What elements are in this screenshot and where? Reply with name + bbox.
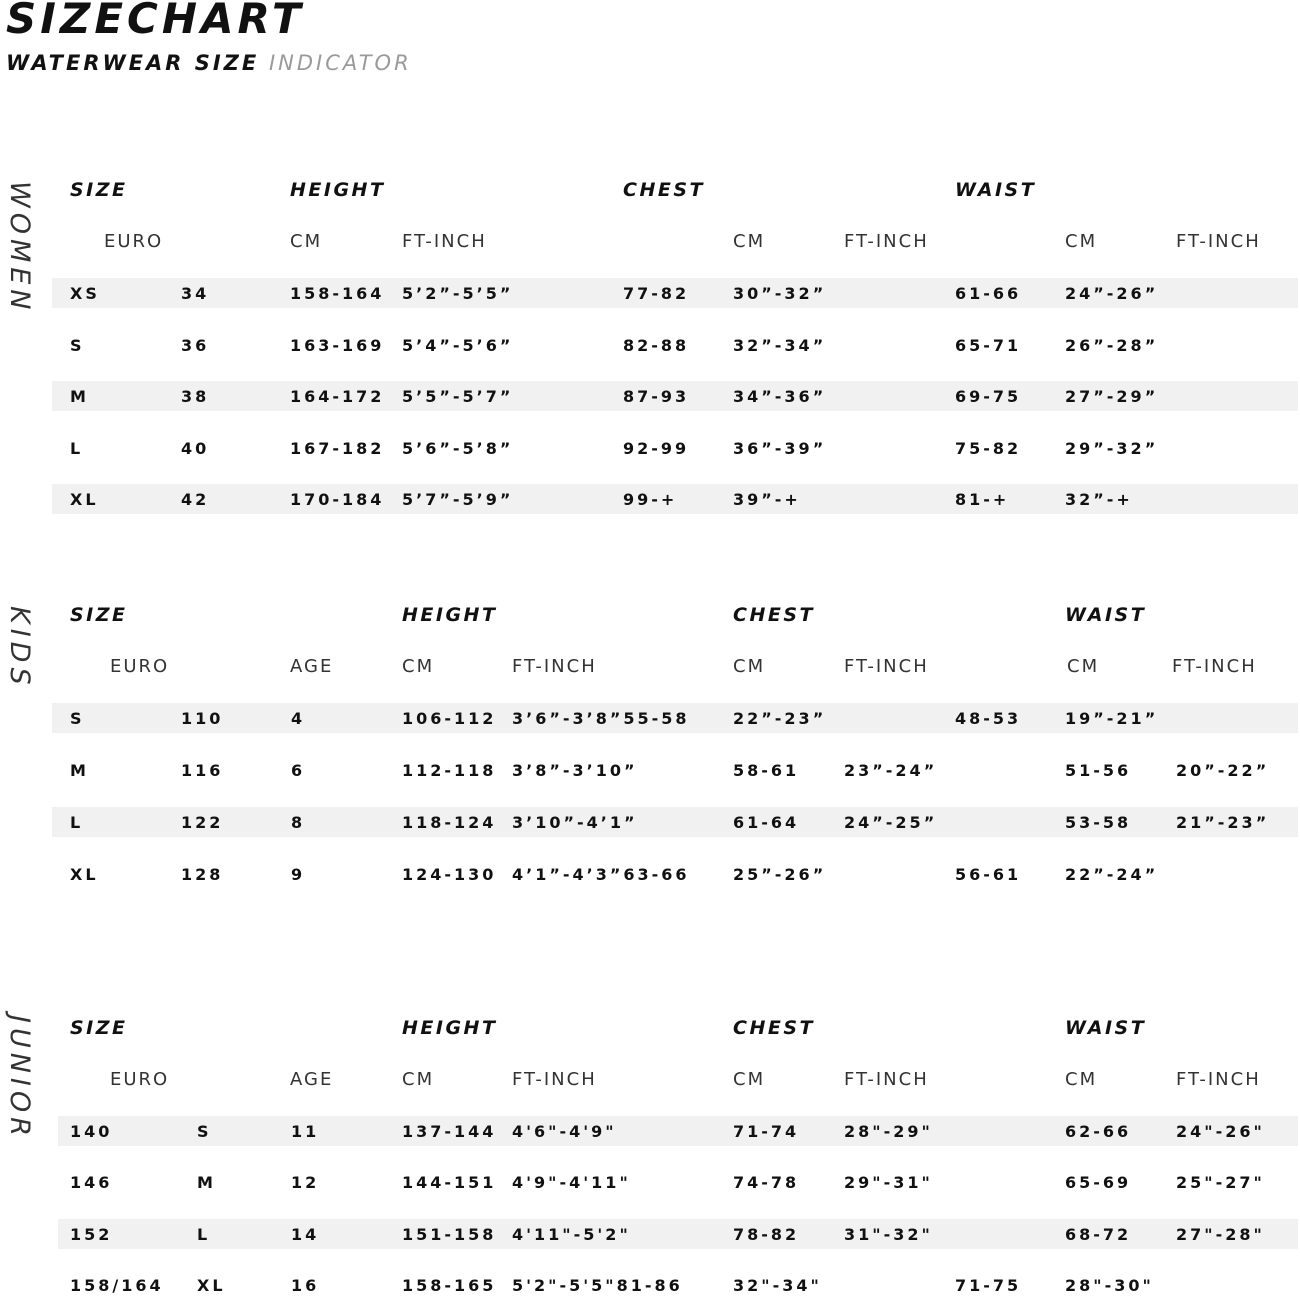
table-cell: 158-165	[402, 1275, 497, 1295]
table-cell: XL	[70, 865, 99, 884]
column-subheader: FT-INCH	[402, 231, 487, 252]
table-cell: 8	[291, 813, 306, 832]
table-cell: 5’2”-5’5”	[402, 284, 514, 303]
table-cell: 3’8”-3’10”	[512, 761, 638, 780]
table-cell: 74-78	[733, 1173, 800, 1193]
table-cell: 56-61	[955, 865, 1022, 884]
table-cell: 5’7”-5’9”	[402, 490, 514, 509]
column-subheader: FT-INCH	[1172, 656, 1257, 677]
table-cell: M	[70, 761, 89, 780]
column-header: HEIGHT	[290, 179, 386, 201]
table-cell: 152	[70, 1224, 113, 1244]
table-cell: 4	[291, 709, 306, 728]
table-cell: 106-112	[402, 709, 497, 728]
column-header: HEIGHT	[402, 604, 498, 626]
table-cell: 62-66	[1065, 1122, 1132, 1141]
table-cell: 16	[291, 1275, 320, 1295]
table-cell: 27"-28"	[1176, 1224, 1265, 1244]
table-cell: 4’1”-4’3”63-66	[512, 865, 690, 884]
table-cell: 87-93	[623, 387, 690, 406]
table-cell: 146	[70, 1173, 113, 1193]
table-cell: 3’6”-3’8”55-58	[512, 709, 690, 728]
table-cell: 77-82	[623, 284, 690, 303]
women-side-label: WOMEN	[4, 181, 35, 315]
table-cell: 158-164	[290, 284, 385, 303]
table-cell: 29”-32”	[1065, 438, 1159, 458]
page-subtitle	[6, 51, 412, 75]
table-cell: L	[197, 1224, 211, 1244]
table-cell: 21”-23”	[1176, 813, 1270, 832]
table-cell: 48-53	[955, 709, 1022, 728]
column-header: SIZE	[70, 604, 128, 626]
table-cell: 110	[181, 709, 224, 728]
column-header: CHEST	[733, 604, 815, 626]
table-cell: 36	[181, 335, 210, 355]
table-cell: 30”-32”	[733, 284, 827, 303]
column-subheader: FT-INCH	[844, 231, 929, 252]
column-subheader: CM	[733, 231, 766, 252]
table-cell: 32”-+	[1065, 490, 1133, 509]
table-cell: 4'9"-4'11"	[512, 1173, 631, 1193]
column-header: HEIGHT	[402, 1017, 498, 1039]
table-cell: 5’6”-5’8”	[402, 438, 514, 458]
table-cell: 78-82	[733, 1224, 800, 1244]
table-cell: 140	[70, 1122, 113, 1141]
subtitle-light: INDICATOR	[268, 51, 412, 75]
table-cell: 24”-25”	[844, 813, 938, 832]
table-cell: 151-158	[402, 1224, 497, 1244]
table-cell: 164-172	[290, 387, 385, 406]
table-cell: 51-56	[1065, 761, 1132, 780]
column-subheader: EURO	[110, 656, 170, 677]
column-header: WAIST	[955, 179, 1037, 201]
table-cell: 42	[181, 490, 210, 509]
table-cell: 144-151	[402, 1173, 497, 1193]
table-cell: 122	[181, 813, 224, 832]
table-cell: 82-88	[623, 335, 690, 355]
table-cell: 20”-22”	[1176, 761, 1270, 780]
column-header: CHEST	[623, 179, 705, 201]
kids-side-label: KIDS	[4, 606, 35, 690]
table-cell: 58-61	[733, 761, 800, 780]
column-subheader: EURO	[104, 231, 164, 252]
column-subheader: FT-INCH	[844, 1069, 929, 1090]
table-cell: 22”-24”	[1065, 865, 1159, 884]
table-cell: XL	[197, 1275, 226, 1295]
junior-side-label: JUNIOR	[4, 1015, 35, 1141]
column-subheader: FT-INCH	[512, 1069, 597, 1090]
table-cell: 24”-26”	[1065, 284, 1159, 303]
table-cell: 39”-+	[733, 490, 801, 509]
table-cell: XS	[70, 284, 100, 303]
table-cell: 28"-29"	[844, 1122, 933, 1141]
table-cell: L	[70, 438, 84, 458]
subtitle-bold: WATERWEAR SIZE	[6, 51, 260, 75]
table-cell: 28"-30"	[1065, 1275, 1154, 1295]
column-header: WAIST	[1065, 1017, 1147, 1039]
table-cell: 27”-29”	[1065, 387, 1159, 406]
table-cell: 116	[181, 761, 224, 780]
column-subheader: CM	[290, 231, 323, 252]
table-cell: 40	[181, 438, 210, 458]
column-header: CHEST	[733, 1017, 815, 1039]
table-cell: 23”-24”	[844, 761, 938, 780]
table-cell: 163-169	[290, 335, 385, 355]
column-subheader: AGE	[290, 656, 334, 677]
table-cell: 34”-36”	[733, 387, 827, 406]
table-cell: 19”-21”	[1065, 709, 1159, 728]
page-title: SIZECHART	[6, 0, 305, 43]
table-cell: 5’4”-5’6”	[402, 335, 514, 355]
table-cell: 32”-34”	[733, 335, 827, 355]
table-cell: 92-99	[623, 438, 690, 458]
table-cell: 53-58	[1065, 813, 1132, 832]
table-cell: 137-144	[402, 1122, 497, 1141]
column-subheader: CM	[402, 656, 435, 677]
table-cell: 14	[291, 1224, 320, 1244]
column-header: WAIST	[1065, 604, 1147, 626]
table-cell: 25"-27"	[1176, 1173, 1265, 1193]
table-cell: 32"-34"	[733, 1275, 822, 1295]
table-cell: 5'2"-5'5"81-86	[512, 1275, 683, 1295]
table-cell: 22”-23”	[733, 709, 827, 728]
table-cell: 61-66	[955, 284, 1022, 303]
table-cell: L	[70, 813, 84, 832]
column-subheader: FT-INCH	[512, 656, 597, 677]
table-cell: 128	[181, 865, 224, 884]
column-subheader: CM	[402, 1069, 435, 1090]
table-cell: 167-182	[290, 438, 385, 458]
table-cell: 6	[291, 761, 306, 780]
column-header: SIZE	[70, 179, 128, 201]
table-cell: M	[197, 1173, 216, 1193]
table-cell: 11	[291, 1122, 320, 1141]
column-subheader: AGE	[290, 1069, 334, 1090]
column-subheader: CM	[1067, 656, 1100, 677]
table-cell: 71-74	[733, 1122, 800, 1141]
table-cell: 170-184	[290, 490, 385, 509]
table-cell: 69-75	[955, 387, 1022, 406]
table-cell: 38	[181, 387, 210, 406]
table-cell: 61-64	[733, 813, 800, 832]
table-cell: 5’5”-5’7”	[402, 387, 514, 406]
table-cell: 34	[181, 284, 210, 303]
table-cell: 68-72	[1065, 1224, 1132, 1244]
table-cell: 4'6"-4'9"	[512, 1122, 617, 1141]
column-subheader: CM	[1065, 231, 1098, 252]
table-cell: S	[70, 709, 85, 728]
table-cell: 12	[291, 1173, 320, 1193]
table-cell: S	[70, 335, 85, 355]
table-cell: 158/164	[70, 1275, 164, 1295]
table-cell: 71-75	[955, 1275, 1022, 1295]
table-cell: 36”-39”	[733, 438, 827, 458]
table-cell: 75-82	[955, 438, 1022, 458]
table-cell: S	[197, 1122, 212, 1141]
table-cell: 26”-28”	[1065, 335, 1159, 355]
table-cell: 124-130	[402, 865, 497, 884]
column-header: SIZE	[70, 1017, 128, 1039]
table-cell: 29"-31"	[844, 1173, 933, 1193]
table-cell: 112-118	[402, 761, 497, 780]
column-subheader: FT-INCH	[1176, 1069, 1261, 1090]
table-cell: XL	[70, 490, 99, 509]
table-cell: 65-69	[1065, 1173, 1132, 1193]
table-cell: 24"-26"	[1176, 1122, 1265, 1141]
column-subheader: CM	[1065, 1069, 1098, 1090]
table-cell: 3’10”-4’1”	[512, 813, 638, 832]
table-cell: 65-71	[955, 335, 1022, 355]
column-subheader: EURO	[110, 1069, 170, 1090]
column-subheader: CM	[733, 656, 766, 677]
table-cell: 81-+	[955, 490, 1010, 509]
table-cell: 25”-26”	[733, 865, 827, 884]
table-cell: M	[70, 387, 89, 406]
table-cell: 99-+	[623, 490, 678, 509]
column-subheader: FT-INCH	[1176, 231, 1261, 252]
table-cell: 118-124	[402, 813, 497, 832]
table-cell: 4'11"-5'2"	[512, 1224, 631, 1244]
column-subheader: FT-INCH	[844, 656, 929, 677]
column-subheader: CM	[733, 1069, 766, 1090]
table-cell: 31"-32"	[844, 1224, 933, 1244]
table-cell: 9	[291, 865, 306, 884]
